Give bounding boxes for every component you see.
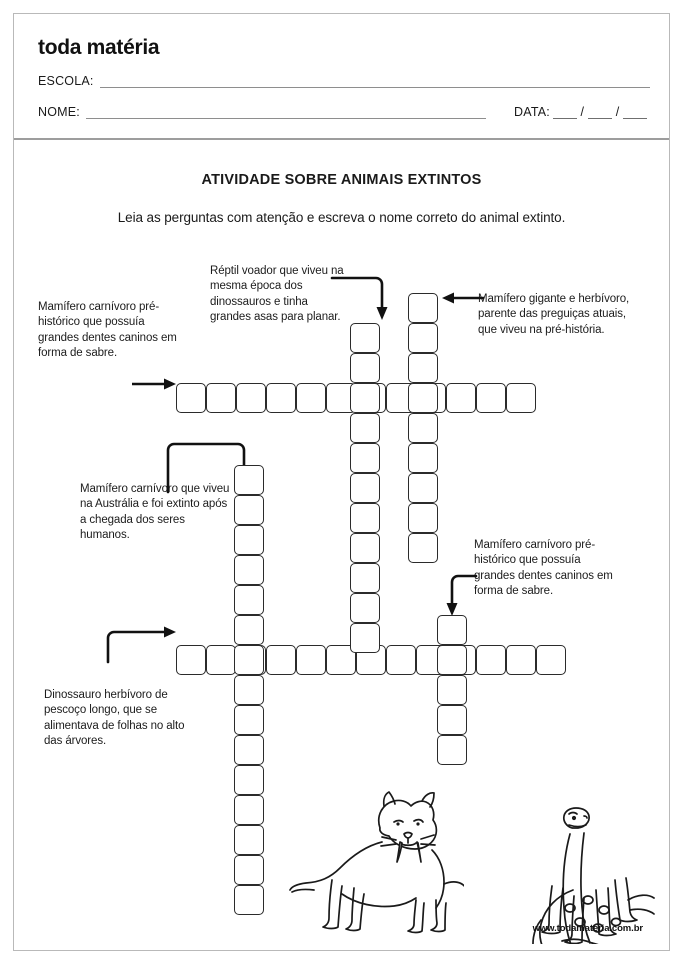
crossword-cell[interactable] bbox=[408, 323, 438, 353]
clue-tilacino: Mamífero carnívoro que viveu na Austrália e foi extinto após a chegada dos seres humanos. bbox=[80, 483, 230, 541]
crossword-cell[interactable] bbox=[408, 533, 438, 563]
crossword-cell[interactable] bbox=[266, 645, 296, 675]
crossword-cell[interactable] bbox=[234, 615, 264, 645]
worksheet-page bbox=[13, 13, 670, 951]
crossword-cell[interactable] bbox=[176, 645, 206, 675]
saber-toothed-cat-illustration bbox=[284, 784, 464, 936]
arrow-to-top-row bbox=[130, 376, 178, 392]
crossword-cell[interactable] bbox=[350, 383, 380, 413]
crossword-cell[interactable] bbox=[234, 765, 264, 795]
crossword-cell[interactable] bbox=[350, 563, 380, 593]
crossword-cell[interactable] bbox=[437, 735, 467, 765]
crossword-cell[interactable] bbox=[476, 645, 506, 675]
crossword-cell[interactable] bbox=[176, 383, 206, 413]
date-separator-2: / bbox=[615, 105, 620, 119]
name-date-field-row bbox=[38, 105, 650, 119]
crossword-cell[interactable] bbox=[506, 645, 536, 675]
crossword-cell[interactable] bbox=[236, 383, 266, 413]
arrow-to-bottom-row bbox=[100, 622, 178, 664]
crossword-cell[interactable] bbox=[437, 615, 467, 645]
instructions-text: Leia as perguntas com atenção e escreva o nome correto do animal extinto. bbox=[117, 210, 566, 225]
crossword-cell[interactable] bbox=[506, 383, 536, 413]
footer-url: www.todamateria.com.br bbox=[532, 923, 643, 934]
crossword-cell[interactable] bbox=[266, 383, 296, 413]
clue-pterossauro: Réptil voador que viveu na mesma época dos dinossauros e tinha grandes asas para planar. bbox=[210, 265, 344, 323]
crossword-cell[interactable] bbox=[206, 383, 236, 413]
clue-dinossauro-pescoco-longo: Dinossauro herbívoro de pescoço longo, que se alimentava de folhas no alto das árvores. bbox=[44, 689, 185, 747]
long-necked-dinosaur-illustration bbox=[466, 694, 656, 944]
crossword-cell[interactable] bbox=[350, 473, 380, 503]
crossword-cell[interactable] bbox=[234, 495, 264, 525]
crossword-cell[interactable] bbox=[350, 623, 380, 653]
crossword-cell[interactable] bbox=[350, 353, 380, 383]
crossword-cell[interactable] bbox=[408, 473, 438, 503]
page-title: ATIVIDADE SOBRE ANIMAIS EXTINTOS bbox=[201, 172, 482, 188]
arrow-to-smilodon-column bbox=[438, 572, 478, 620]
crossword-cell[interactable] bbox=[476, 383, 506, 413]
school-field-row bbox=[38, 74, 650, 88]
crossword-cell[interactable] bbox=[234, 645, 264, 675]
arrow-to-preguica-column bbox=[442, 290, 486, 306]
crossword-cell[interactable] bbox=[437, 645, 467, 675]
name-input-line[interactable] bbox=[86, 107, 486, 119]
crossword-cell[interactable] bbox=[350, 323, 380, 353]
clue-smilodon-middle-right: Mamífero carnívoro pré-histórico que possuía grandes dentes caninos em forma de sabre. bbox=[474, 539, 613, 597]
crossword-cell[interactable] bbox=[234, 885, 264, 915]
crossword-cell[interactable] bbox=[234, 855, 264, 885]
crossword-cell[interactable] bbox=[350, 413, 380, 443]
name-label: NOME: bbox=[38, 105, 80, 119]
crossword-cell[interactable] bbox=[446, 383, 476, 413]
date-day-input[interactable] bbox=[553, 107, 577, 119]
date-label: DATA: bbox=[513, 105, 550, 119]
crossword-cell[interactable] bbox=[408, 443, 438, 473]
crossword-cell[interactable] bbox=[234, 675, 264, 705]
crossword-cell[interactable] bbox=[536, 645, 566, 675]
crossword-cell[interactable] bbox=[408, 353, 438, 383]
crossword-cell[interactable] bbox=[234, 825, 264, 855]
crossword-cell[interactable] bbox=[350, 443, 380, 473]
crossword-cell[interactable] bbox=[350, 593, 380, 623]
date-year-input[interactable] bbox=[623, 107, 647, 119]
crossword-cell[interactable] bbox=[296, 383, 326, 413]
clue-smilodon-top-left: Mamífero carnívoro pré-histórico que possuía grandes dentes caninos em forma de sabre. bbox=[38, 301, 177, 359]
crossword-cell[interactable] bbox=[206, 645, 236, 675]
school-label: ESCOLA: bbox=[38, 74, 94, 88]
crossword-cell[interactable] bbox=[234, 555, 264, 585]
crossword-cell[interactable] bbox=[234, 525, 264, 555]
crossword-cell[interactable] bbox=[437, 675, 467, 705]
arrow-to-pterossauro-column bbox=[330, 270, 392, 324]
date-separator-1: / bbox=[580, 105, 585, 119]
crossword-cell[interactable] bbox=[408, 383, 438, 413]
crossword-cell[interactable] bbox=[408, 293, 438, 323]
crossword-cell[interactable] bbox=[234, 705, 264, 735]
brand-logo: toda matéria bbox=[38, 36, 160, 59]
crossword-cell[interactable] bbox=[437, 705, 467, 735]
school-input-line[interactable] bbox=[100, 76, 650, 88]
crossword-cell[interactable] bbox=[296, 645, 326, 675]
crossword-cell[interactable] bbox=[408, 503, 438, 533]
crossword-cell[interactable] bbox=[386, 645, 416, 675]
crossword-cell[interactable] bbox=[234, 735, 264, 765]
crossword-cell[interactable] bbox=[408, 413, 438, 443]
crossword-cell[interactable] bbox=[234, 465, 264, 495]
crossword-cell[interactable] bbox=[350, 533, 380, 563]
crossword-cell[interactable] bbox=[234, 585, 264, 615]
crossword-cell[interactable] bbox=[350, 503, 380, 533]
worksheet-header bbox=[14, 14, 669, 140]
clue-preguica-gigante: Mamífero gigante e herbívoro, parente das preguiças atuais, que viveu na pré-história. bbox=[478, 293, 630, 336]
date-month-input[interactable] bbox=[588, 107, 612, 119]
crossword-cell[interactable] bbox=[234, 795, 264, 825]
crossword-puzzle bbox=[14, 140, 671, 952]
